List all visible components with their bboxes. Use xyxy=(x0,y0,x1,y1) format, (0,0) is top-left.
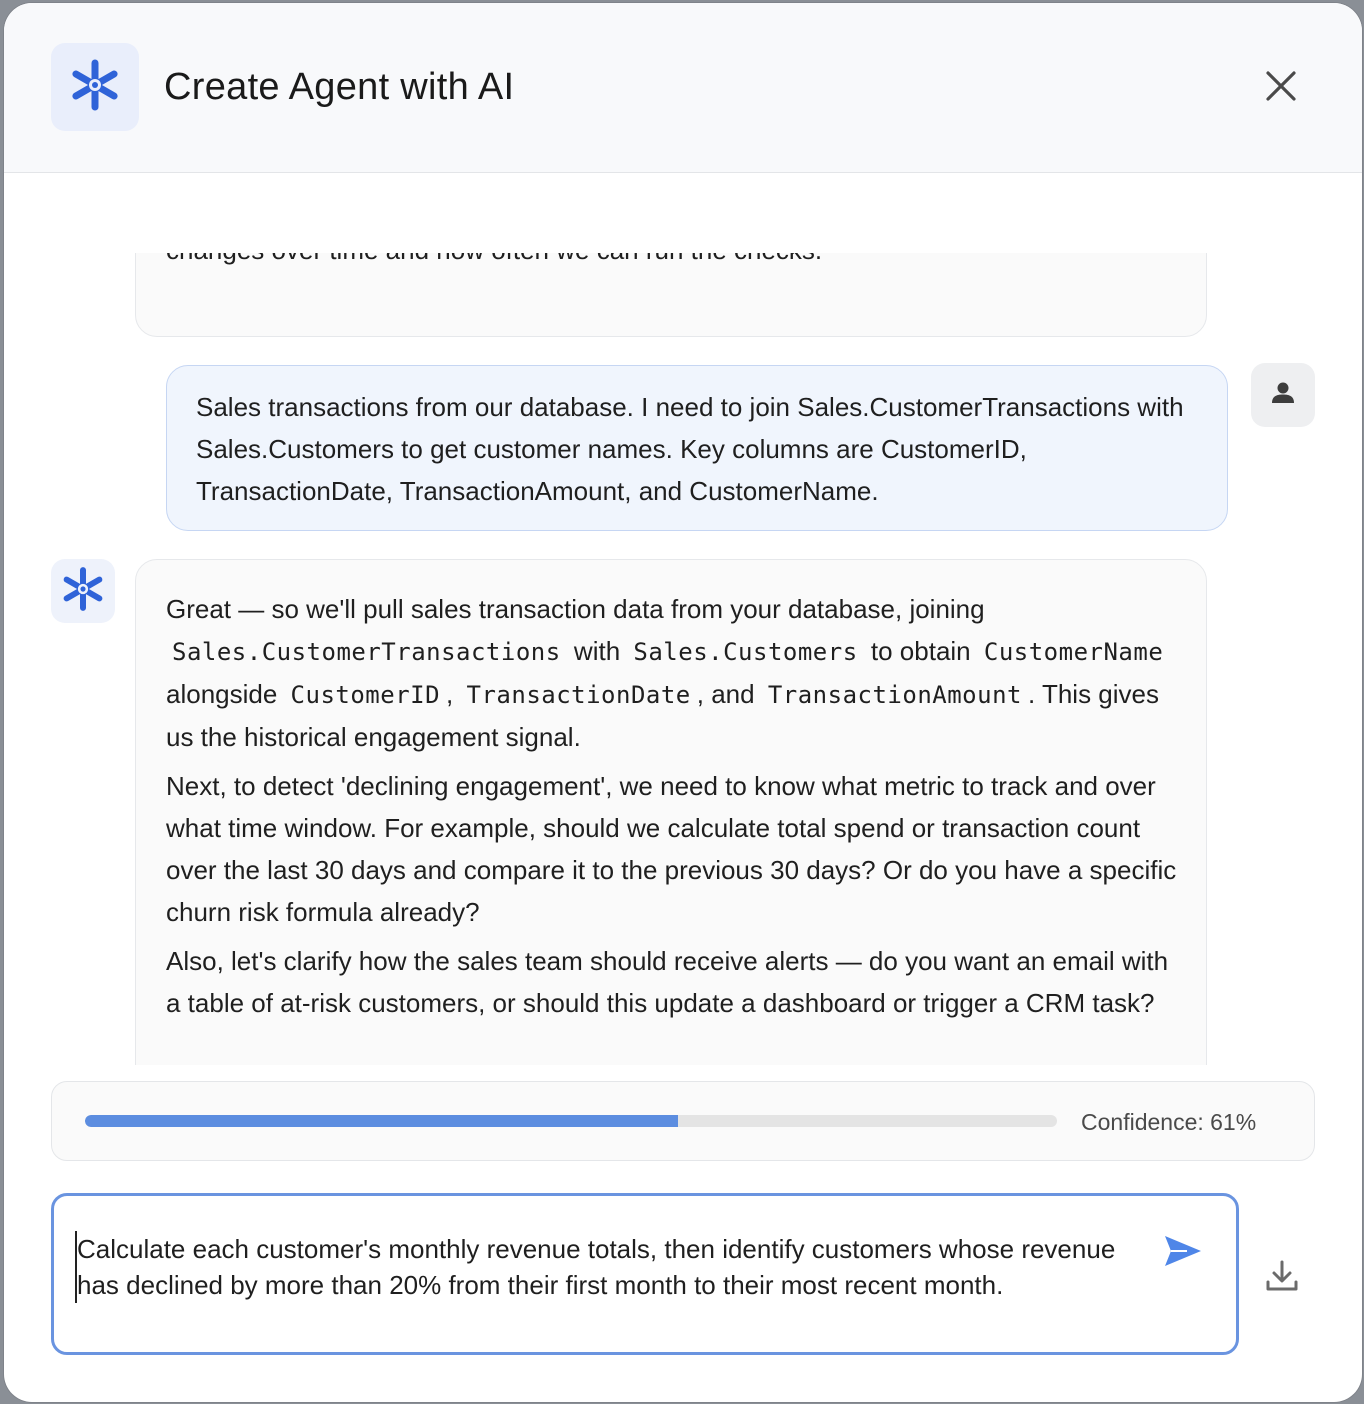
message-composer[interactable] xyxy=(51,1193,1239,1355)
code-transactiondate: TransactionDate xyxy=(466,681,691,709)
text-span: alongside xyxy=(166,679,278,709)
user-message xyxy=(166,365,1228,531)
send-icon xyxy=(1163,1234,1203,1273)
ai-paragraph-2: Next, to detect 'declining engagement', we need to know what metric to track and over what time window. For example, should we calculate total spend or transaction count over the last 30 days and compare it to the previous 30 days? Or do you have a specific churn risk formula already? xyxy=(166,771,1177,927)
person-icon xyxy=(1269,379,1297,412)
text-span: with xyxy=(573,636,621,666)
ai-paragraph-3: Also, let's clarify how the sales team should receive alerts — do you want an email with a table of at-risk customers, or should this update a dashboard or trigger a CRM task? xyxy=(166,946,1169,1018)
confidence-progress-bar xyxy=(85,1115,1057,1127)
message-input[interactable]: Calculate each customer's monthly revenue totals, then identify customers whose revenue has declined by more than 20% from their first month to their most recent month. xyxy=(75,1231,1117,1303)
close-icon xyxy=(1264,69,1298,108)
code-sales-customertransactions: Sales.CustomerTransactions xyxy=(172,638,561,666)
download-button[interactable] xyxy=(1258,1254,1306,1302)
ai-message-latest xyxy=(135,559,1207,1065)
download-icon xyxy=(1264,1258,1300,1299)
code-transactionamount: TransactionAmount xyxy=(767,681,1022,709)
text-span: Great — so we'll pull sales transaction data from your database, joining xyxy=(166,594,985,624)
create-agent-dialog xyxy=(4,3,1362,1402)
ai-paragraph-1 xyxy=(166,588,1186,758)
code-sales-customers: Sales.Customers xyxy=(633,638,858,666)
dialog-header xyxy=(4,3,1362,173)
user-avatar xyxy=(1251,363,1315,427)
user-message-text: Sales transactions from our database. I need to join Sales.CustomerTransactions with Sales.Customers to get customer names. Key columns are CustomerID, TransactionDate, TransactionAmount, and CustomerName. xyxy=(196,392,1184,506)
text-span: . This gives us the historical engagement signal. xyxy=(166,679,1159,752)
text-span: , xyxy=(446,679,454,709)
chat-thread[interactable] xyxy=(4,173,1362,1065)
code-customerid: CustomerID xyxy=(290,681,441,709)
send-button[interactable] xyxy=(1159,1233,1207,1273)
snowflake-asterisk-icon xyxy=(67,57,123,118)
confidence-progress-fill xyxy=(85,1115,678,1127)
text-span: , and xyxy=(696,679,755,709)
app-logo xyxy=(51,43,139,131)
snowflake-asterisk-icon xyxy=(59,565,107,618)
ai-avatar xyxy=(51,559,115,623)
dialog-title: Create Agent with AI xyxy=(164,66,515,108)
code-customername: CustomerName xyxy=(983,638,1164,666)
confidence-panel xyxy=(51,1081,1315,1161)
scroll-fade xyxy=(4,173,1362,253)
confidence-label: Confidence: 61% xyxy=(1081,1109,1257,1135)
close-button[interactable] xyxy=(1258,65,1304,111)
text-span: to obtain xyxy=(870,636,971,666)
